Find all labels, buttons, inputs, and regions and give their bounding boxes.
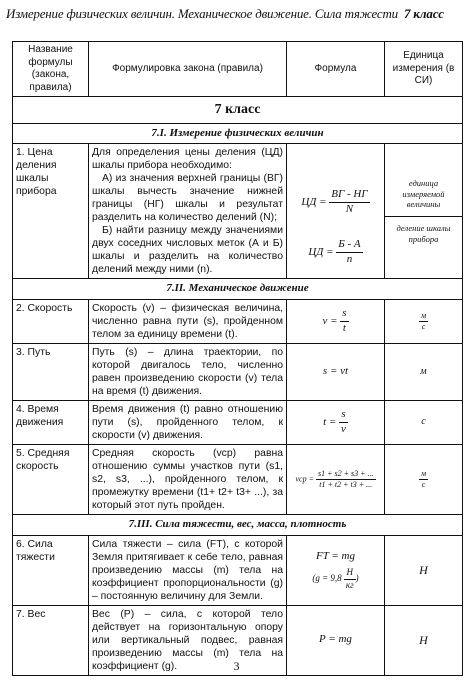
note-fraction xyxy=(344,567,356,591)
fraction-denominator: с xyxy=(421,322,426,331)
fraction-numerator: s xyxy=(340,307,348,322)
row-unit: H xyxy=(385,605,463,675)
fraction-denominator: t xyxy=(342,322,346,334)
section-row xyxy=(13,123,463,144)
formula-lhs: v = xyxy=(322,315,338,328)
row-law: Вес (P) – сила, с которой тело действует на горизонтальную опору или вертикальный подвес, равная произведению массы (m) тела на коэффициент (g). xyxy=(89,605,287,675)
note-suffix: ) xyxy=(355,573,359,584)
formula-fraction xyxy=(339,408,348,437)
row-unit: м xyxy=(385,344,463,401)
table-row xyxy=(13,300,463,344)
row-name: 2. Скорость xyxy=(13,300,89,344)
formula-table xyxy=(12,41,463,676)
fraction-denominator: n xyxy=(346,253,353,265)
row-formula xyxy=(287,144,385,279)
formula-fraction xyxy=(316,469,376,490)
formula-note xyxy=(290,567,381,591)
col-header-law: Формулировка закона (правила) xyxy=(89,42,287,97)
table-row xyxy=(13,535,463,605)
header-grade: 7 класс xyxy=(403,6,444,21)
fraction-numerator: Б - А xyxy=(336,238,362,253)
law-text: Б) найти разницу между значениями двух соседних числовых меток (А и Б) шкалы и разделить на количество делений между ними (n). xyxy=(92,225,283,276)
unit-fraction xyxy=(419,469,428,490)
row-name: 6. Сила тяжести xyxy=(13,535,89,605)
header-title: Измерение физических величин. Механическое движение. Сила тяжести xyxy=(6,6,398,21)
row-name: 3. Путь xyxy=(13,344,89,401)
section-title: 7.III. Сила тяжести, вес, масса, плотность xyxy=(13,515,463,536)
formula-lhs: ЦД = xyxy=(308,246,334,259)
formula-lhs: vср = xyxy=(295,474,314,484)
row-law: Скорость (v) – физическая величина, численно равна пути (s), пройденном телом за единицу времени (t). xyxy=(89,300,287,344)
fraction-numerator: м xyxy=(420,469,427,478)
fraction-denominator: с xyxy=(421,480,426,489)
row-formula xyxy=(287,535,385,605)
page-header xyxy=(6,6,468,28)
row-formula: s = vt xyxy=(287,344,385,401)
row-name: 5. Средняя скорость xyxy=(13,445,89,515)
row-law xyxy=(89,144,287,279)
formula-lhs: ЦД = xyxy=(301,195,327,208)
grade-row xyxy=(13,97,463,124)
unit-text: деление шкалы прибора xyxy=(385,216,462,250)
formula-fraction xyxy=(336,238,362,267)
section-title: 7.II. Механическое движение xyxy=(13,279,463,300)
fraction-denominator: кг xyxy=(345,579,354,590)
formula-main: FT = mg xyxy=(315,549,355,562)
fraction-numerator: м xyxy=(420,311,427,320)
row-unit xyxy=(385,144,463,279)
formula-fraction xyxy=(340,307,348,336)
note-prefix: (g = 9,8 xyxy=(312,573,342,584)
row-unit xyxy=(385,445,463,515)
row-unit: с xyxy=(385,401,463,445)
row-formula xyxy=(287,300,385,344)
table-row xyxy=(13,401,463,445)
law-text: Для определения цены деления (ЦД) шкалы прибора необходимо: xyxy=(92,147,283,172)
formula-fraction xyxy=(329,188,369,217)
col-header-formula: Формула xyxy=(287,42,385,97)
fraction-denominator: v xyxy=(341,423,346,435)
row-name: 4. Время движения xyxy=(13,401,89,445)
section-row xyxy=(13,279,463,300)
row-unit xyxy=(385,300,463,344)
row-law: Средняя скорость (vср) равна отношению суммы участков пути (s1, s2, s3, ...), пройденного телом, к промежутку времени (t1+ t2+ t3+ ...), за который этот путь пройден. xyxy=(89,445,287,515)
row-name: 1. Цена деления шкалы прибора xyxy=(13,144,89,279)
row-formula: P = mg xyxy=(287,605,385,675)
fraction-numerator: ВГ - НГ xyxy=(329,188,369,203)
row-formula xyxy=(287,445,385,515)
fraction-numerator: s1 + s2 + s3 + ... xyxy=(317,469,374,478)
fraction-denominator: N xyxy=(345,202,354,215)
row-law: Путь (s) – длина траектории, по которой двигалось тело, численно равен произведению скорости (v) тела на время (t) движения. xyxy=(89,344,287,401)
row-law: Сила тяжести – сила (FT), с которой Земля притягивает к себе тело, равная произведению массы (m) тела на коэффициент пропорциональности (g) – постоянную величину для Земли. xyxy=(89,535,287,605)
formula-lhs: t = xyxy=(323,416,337,429)
fraction-numerator: s xyxy=(339,408,348,423)
row-formula xyxy=(287,401,385,445)
unit-fraction xyxy=(419,311,428,332)
unit-text: единица измеряемой величины xyxy=(402,178,445,210)
table-row xyxy=(13,344,463,401)
page-number: 3 xyxy=(233,659,240,673)
col-header-unit: Единица измерения (в СИ) xyxy=(385,42,463,97)
row-unit: H xyxy=(385,535,463,605)
section-title: 7.I. Измерение физических величин xyxy=(13,123,463,144)
row-law: Время движения (t) равно отношению пути (s), пройденного телом, к скорости (v) движения. xyxy=(89,401,287,445)
fraction-denominator: t1 + t2 + t3 + ... xyxy=(319,480,373,489)
fraction-numerator: H xyxy=(344,567,356,579)
row-name: 7. Вес xyxy=(13,605,89,675)
col-header-name: Название формулы (закона, правила) xyxy=(13,42,89,97)
table-header-row xyxy=(13,42,463,97)
table-row xyxy=(13,144,463,279)
grade-title: 7 класс xyxy=(13,97,463,124)
section-row xyxy=(13,515,463,536)
law-text: А) из значения верхней границы (ВГ) шкалы вычесть значение нижней границы (НГ) шкалы и результат разделить на количество делений (N); xyxy=(92,173,283,224)
table-row xyxy=(13,445,463,515)
